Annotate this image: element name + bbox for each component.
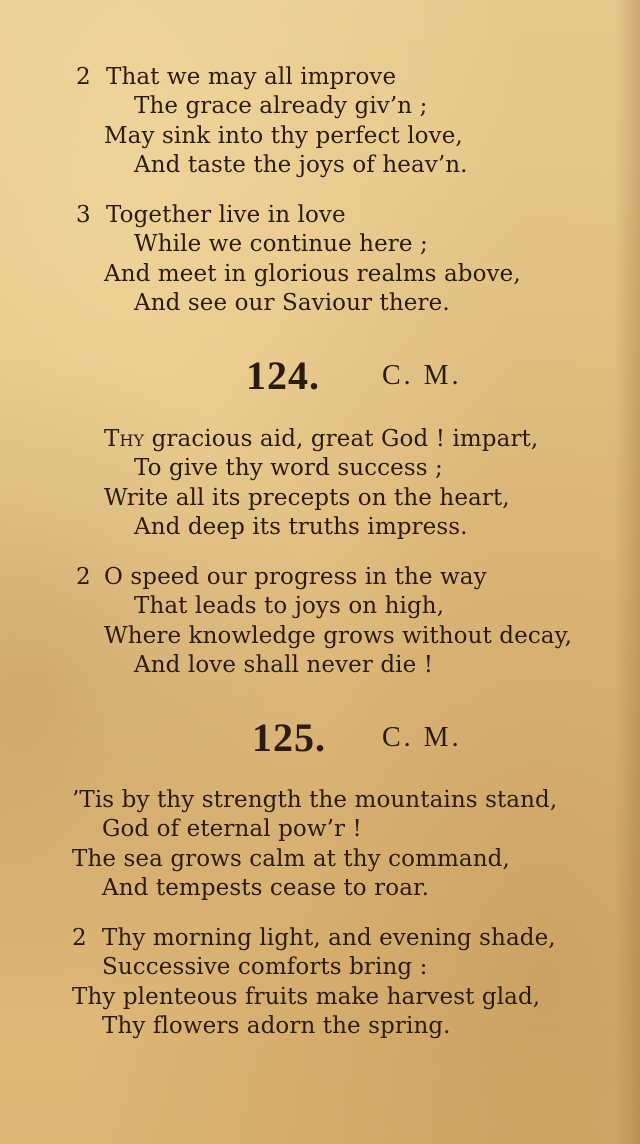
verse-line: And love shall never die ! <box>134 652 434 678</box>
verse-line: The sea grows calm at thy command, <box>72 846 510 872</box>
hymn-meter: C. M. <box>382 722 462 753</box>
verse-line-rest: gracious aid, great God ! impart, <box>144 426 539 452</box>
verse-line: And deep its truths impress. <box>134 514 468 540</box>
verse-line: That leads to joys on high, <box>134 593 445 619</box>
verse-line: To give thy word success ; <box>134 455 443 481</box>
verse-line: And meet in glorious realms above, <box>104 261 521 287</box>
verse-line <box>104 425 538 453</box>
verse-number: 3 <box>76 202 91 228</box>
verse-line: While we continue here ; <box>134 231 428 257</box>
verse-line: And taste the joys of heav’n. <box>134 152 468 178</box>
verse-line: O speed our progress in the way <box>104 564 487 590</box>
verse-line: Together live in love <box>106 202 346 228</box>
verse-line: And see our Saviour there. <box>134 290 450 316</box>
verse-line: That we may all improve <box>106 64 397 90</box>
verse-line: May sink into thy perfect love, <box>104 123 463 149</box>
initial-word: Thy <box>104 426 145 452</box>
verse-line: The grace already giv’n ; <box>134 93 428 119</box>
verse-line: Write all its precepts on the heart, <box>104 485 510 511</box>
verse-number: 2 <box>76 564 91 590</box>
verse-line: Thy morning light, and evening shade, <box>102 925 556 951</box>
verse-number: 2 <box>72 925 87 951</box>
verse-line: ’Tis by thy strength the mountains stand, <box>72 787 558 813</box>
verse-line: And tempests cease to roar. <box>102 875 429 901</box>
verse-line: Where knowledge grows without decay, <box>104 623 573 649</box>
verse-line: God of eternal pow’r ! <box>102 816 362 842</box>
verse-line: Successive comforts bring : <box>102 954 428 980</box>
hymn-number: 125. <box>252 715 326 760</box>
verse-line: Thy flowers adorn the spring. <box>102 1013 451 1039</box>
hymn-number: 124. <box>246 353 320 398</box>
verse-number: 2 <box>76 64 91 90</box>
verse-line: Thy plenteous fruits make harvest glad, <box>72 984 541 1010</box>
hymn-meter: C. M. <box>382 360 462 391</box>
